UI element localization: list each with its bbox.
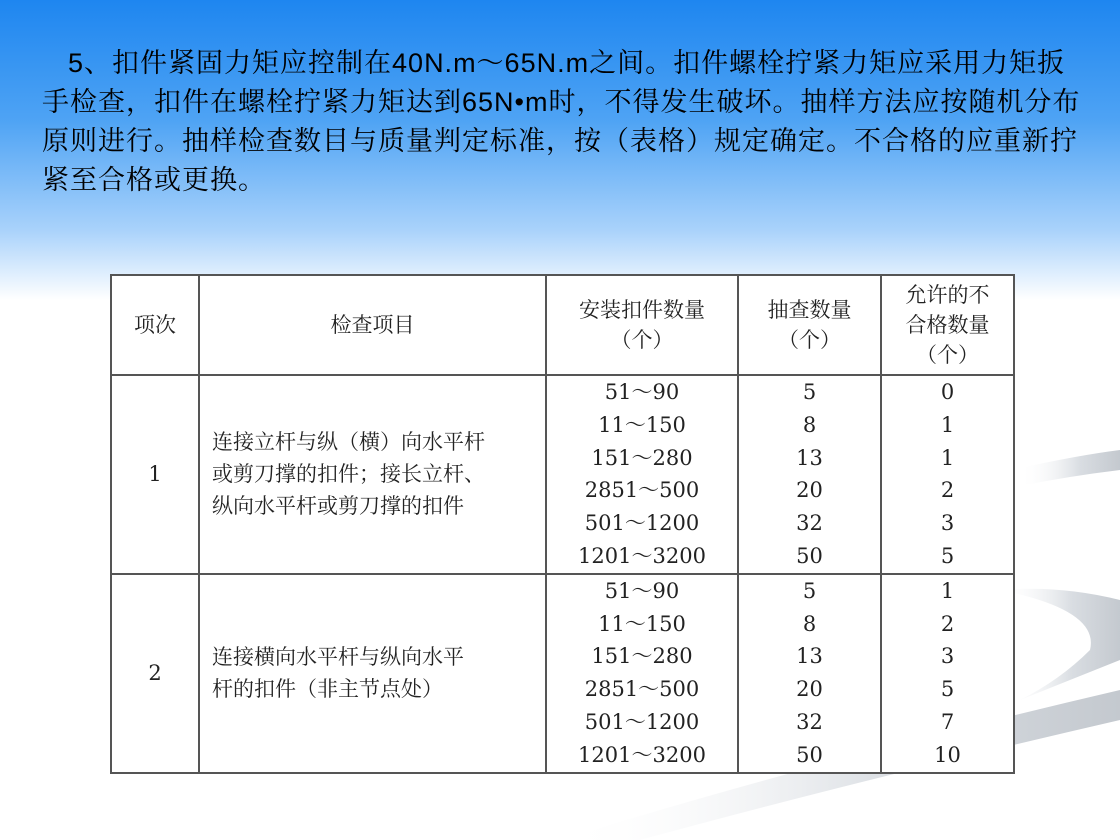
installed-value: 1201～3200 (578, 742, 706, 767)
header-index: 项次 (111, 275, 199, 375)
installed-value: 151～280 (591, 445, 693, 470)
installed-cell (546, 574, 738, 773)
header-item: 检查项目 (199, 275, 546, 375)
group-item (199, 574, 546, 773)
para-text-1: 、扣件紧固力矩应控制在 (84, 48, 393, 78)
allowed-value: 0 (940, 380, 955, 404)
group-item-line: 杆的扣件（非主节点处） (212, 677, 443, 702)
group-index: 2 (111, 574, 199, 773)
group-item-line: 连接横向水平杆与纵向水平 (212, 645, 464, 670)
sampled-value: 20 (796, 478, 823, 503)
group-item-line: 或剪刀撑的扣件；接长立杆、 (212, 462, 485, 487)
table-header-row (111, 275, 1014, 375)
installed-value: 1201～3200 (578, 543, 706, 568)
header-sampled (738, 275, 881, 375)
header-sampled-line: 抽查数量 (767, 298, 852, 322)
group-item-line: 连接立杆与纵（横）向水平杆 (212, 430, 485, 455)
group-item (199, 375, 546, 574)
allowed-value: 5 (940, 543, 955, 568)
sampled-value: 5 (802, 380, 817, 404)
allowed-value: 5 (940, 677, 955, 702)
group-item-line: 纵向水平杆或剪刀撑的扣件 (212, 494, 464, 519)
installed-value: 51～90 (604, 380, 680, 404)
allowed-value: 7 (940, 709, 955, 734)
sampled-value: 50 (796, 543, 823, 568)
installed-value: 51～90 (604, 578, 680, 603)
para-text-3: 时，不得发生破坏。抽样方法应按随机分布原则进行。抽样检查数目与质量判定标准，按（表格）规定确定。不合格的应重新拧紧至合格或更换。 (42, 87, 1081, 195)
allowed-cell (881, 574, 1014, 773)
header-sampled-line: （个） (778, 328, 841, 352)
header-allowed (881, 275, 1014, 375)
sampled-value: 13 (796, 445, 823, 470)
sampled-value: 32 (796, 511, 823, 536)
header-allowed-line: 合格数量 (905, 313, 990, 337)
installed-value: 11～150 (598, 611, 686, 636)
allowed-value: 1 (940, 412, 955, 437)
sampled-cell (738, 574, 881, 773)
sampled-value: 13 (796, 644, 823, 669)
para-text-2: 之间。扣件螺栓拧紧力矩应采用力矩扳手检查，扣件在螺栓拧紧力矩达到 (42, 48, 1066, 117)
sampled-value: 5 (802, 578, 817, 603)
sampled-value: 32 (796, 709, 823, 734)
allowed-value: 2 (940, 611, 955, 636)
sampled-value: 50 (796, 742, 823, 767)
table-row (111, 574, 1014, 773)
allowed-value: 3 (940, 511, 955, 536)
para-torque-limit: 65N•m (462, 87, 549, 117)
para-number: 5 (68, 48, 85, 78)
header-installed (546, 275, 738, 375)
group-index: 1 (111, 375, 199, 574)
installed-value: 151～280 (591, 644, 693, 669)
inspection-table (110, 274, 1015, 774)
allowed-value: 2 (940, 478, 955, 503)
sampled-value: 20 (796, 677, 823, 702)
allowed-value: 10 (934, 742, 961, 767)
header-installed-line: 安装扣件数量 (579, 298, 705, 322)
allowed-value: 1 (940, 578, 955, 603)
installed-value: 2851～500 (584, 677, 700, 702)
allowed-value: 1 (940, 445, 955, 470)
para-torque-range: 40N.m～65N.m (392, 48, 590, 78)
allowed-cell (881, 375, 1014, 574)
installed-cell (546, 375, 738, 574)
sampled-value: 8 (802, 611, 817, 636)
sampled-cell (738, 375, 881, 574)
installed-value: 11～150 (598, 412, 686, 437)
header-allowed-line: （个） (916, 343, 979, 367)
table-row (111, 375, 1014, 574)
installed-value: 501～1200 (584, 511, 700, 536)
header-allowed-line: 允许的不 (905, 283, 990, 307)
header-installed-line: （个） (610, 328, 674, 352)
installed-value: 501～1200 (584, 709, 700, 734)
intro-paragraph (42, 44, 1082, 200)
installed-value: 2851～500 (584, 478, 700, 503)
sampled-value: 8 (802, 412, 817, 437)
allowed-value: 3 (940, 644, 955, 669)
